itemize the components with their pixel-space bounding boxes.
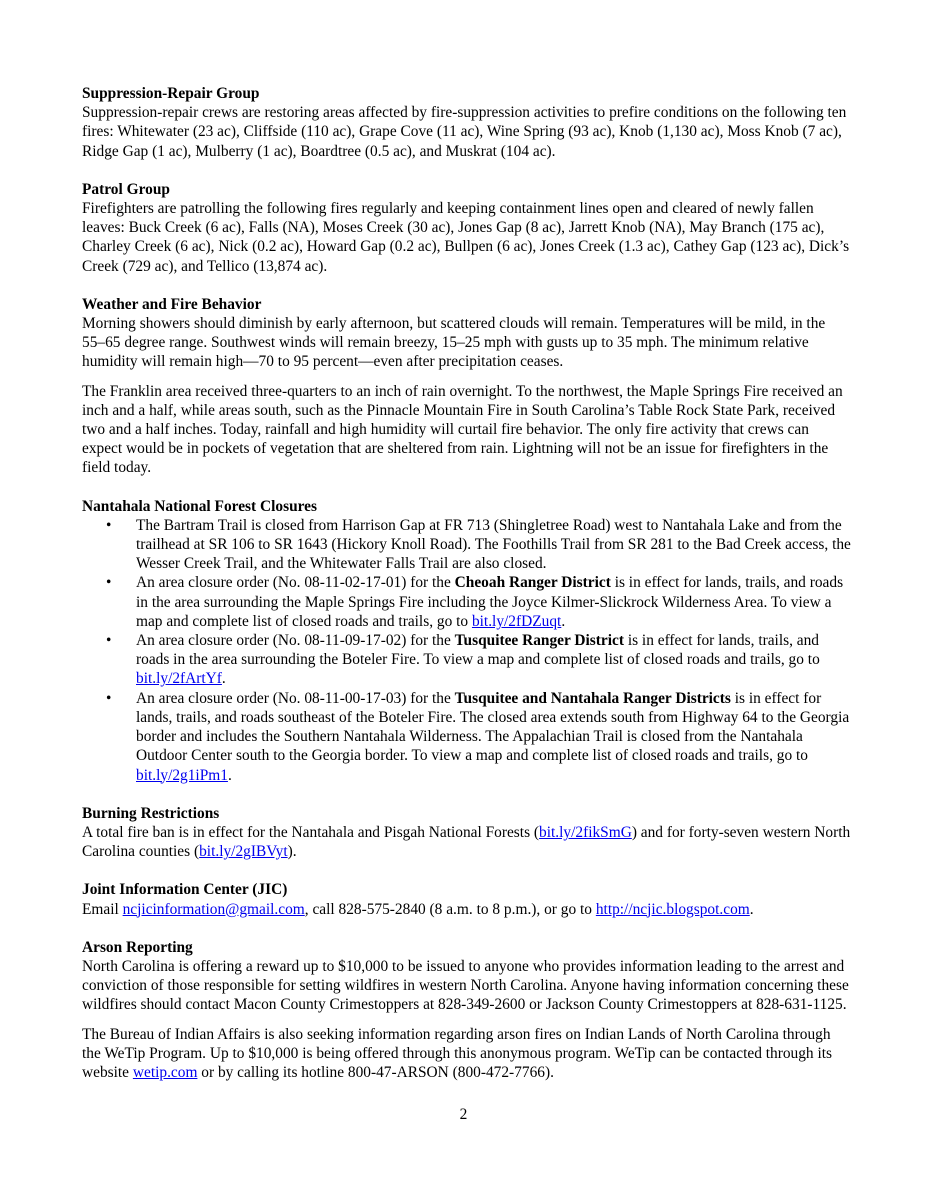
arson-text: The Bureau of Indian Affairs is also seeking information regarding arson fires on Indian Lands of North Carolina through the WeTip Program. Up to $10,000 is being offered through this anonymous program. WeTip can be contacted through its website [82, 1025, 833, 1081]
weather-paragraph-2: The Franklin area received three-quarters to an inch of rain overnight. To the northwest, the Maple Springs Fire received an inch and a half, while areas south, such as the Pinnacle Mountain Fire in South Carolina’s Table Rock State Park, received two and a half inches. Today, rainfall and high humidity will curtail fire behavior. The only fire activity that crews can expect would be in pockets of vegetation that are sheltered from rain. Lightning will not be an issue for firefighters in the field today. [82, 382, 843, 477]
arson-paragraph-2 [82, 1025, 852, 1083]
closures-list [82, 516, 852, 785]
closures-section [82, 497, 852, 785]
burning-body [82, 823, 852, 861]
weather-heading: Weather and Fire Behavior [82, 295, 262, 313]
suppression-repair-body: Suppression-repair crews are restoring areas affected by fire-suppression activities to prefire conditions on the following ten fires: Whitewater (23 ac), Cliffside (110 ac), Grape Cove (11 ac), Wine Spring (93 ac), Knob (1,130 ac), Moss Knob (7 ac), Ridge Gap (1 ac), Mulberry (1 ac), Boardtree (0.5 ac), and Muskrat (104 ac). [82, 104, 847, 160]
burning-text: ) and for forty-seven western North Carolina counties ( [82, 823, 851, 861]
closure-item-text: is in effect for lands, trails, and roads in the area surrounding the Maple Springs Fire including the Joyce Kilmer-Slickrock Wilderness Area. To view a map and complete list of closed roads and trails, go to [136, 574, 844, 630]
burning-section [82, 804, 852, 862]
arson-text: or by calling its hotline 800-47-ARSON (800-472-7766). [197, 1063, 554, 1081]
page-number: 2 [459, 1106, 468, 1123]
weather-paragraph-1: Morning showers should diminish by early afternoon, but scattered clouds will remain. Temperatures will be mild, in the 55–65 degree range. Southwest winds will remain breezy, 15–25 mph with gusts up to 35 mph. The minimum relative humidity will remain high—70 to 95 percent—even after precipitation ceases. [82, 315, 826, 371]
jic-section [82, 880, 852, 918]
closure-item-text: An area closure order (No. 08-11-00-17-03) for the [136, 689, 455, 707]
arson-section [82, 938, 852, 1082]
jic-text: , call 828-575-2840 (8 a.m. to 8 p.m.), or go to [304, 900, 596, 918]
burning-heading: Burning Restrictions [82, 804, 220, 822]
district-name: Tusquitee Ranger District [454, 632, 624, 650]
burning-link-forests[interactable]: bit.ly/2fikSmG [539, 823, 632, 841]
wetip-link[interactable]: wetip.com [132, 1063, 198, 1081]
arson-paragraph-1: North Carolina is offering a reward up to $10,000 to be issued to anyone who provides information leading to the arrest and conviction of those responsible for setting wildfires in western North Carolina. Anyone having information concerning these wildfires should contact Macon County Crimestoppers at 828-349-2600 or Jackson County Crimestoppers at 828-631-1125. [82, 957, 849, 1014]
closure-item-bartram [82, 516, 852, 574]
patrol-section [82, 180, 852, 276]
jic-email-link[interactable]: ncjicinformation@gmail.com [122, 900, 305, 918]
closure-item-text: An area closure order (No. 08-11-09-17-02) for the [136, 632, 455, 650]
closure-item-text: . [227, 766, 232, 784]
jic-heading: Joint Information Center (JIC) [82, 881, 288, 899]
weather-section [82, 295, 852, 478]
document-page [82, 84, 852, 1101]
closure-item-text: An area closure order (No. 08-11-02-17-01) for the [136, 574, 455, 592]
closure-link-tusquitee-nantahala[interactable]: bit.ly/2g1iPm1 [136, 766, 228, 784]
closure-item-tusquitee [82, 631, 852, 689]
patrol-body: Firefighters are patrolling the following fires regularly and keeping containment lines open and cleared of newly fallen leaves: Buck Creek (6 ac), Falls (NA), Moses Creek (30 ac), Jones Gap (8 ac), Jarrett Knob (NA), May Branch (175 ac), Charley Creek (6 ac), Nick (0.2 ac), Howard Gap (0.2 ac), Bullpen (6 ac), Jones Creek (1.3 ac), Cathey Gap (123 ac), Dick’s Creek (729 ac), and Tellico (13,874 ac). [82, 200, 850, 275]
closure-item-text: is in effect for lands, trails, and roads southeast of the Boteler Fire. The closed area extends south from Highway 64 to the Georgia border and includes the Southern Nantahala Wilderness. The Appalachian Trail is closed from the Nantahala Outdoor Center south to the Georgia border. To view a map and complete list of closed roads and trails, go to [136, 689, 850, 765]
district-name: Cheoah Ranger District [454, 574, 611, 592]
arson-heading: Arson Reporting [82, 938, 193, 956]
closure-item-cheoah [82, 573, 852, 631]
closure-link-tusquitee[interactable]: bit.ly/2fArtYf [136, 670, 222, 688]
district-name: Tusquitee and Nantahala Ranger Districts [454, 689, 731, 707]
burning-text: A total fire ban is in effect for the Nantahala and Pisgah National Forests ( [82, 823, 540, 841]
closure-item-text: . [221, 670, 226, 688]
jic-text: Email [82, 900, 123, 918]
suppression-repair-heading: Suppression-Repair Group [82, 85, 260, 102]
closure-link-cheoah[interactable]: bit.ly/2fDZuqt [471, 612, 562, 630]
jic-body [82, 900, 852, 919]
burning-text: ). [287, 843, 297, 861]
closure-item-tusquitee-nantahala [82, 689, 852, 785]
jic-text: . [749, 900, 754, 918]
closure-item-text: is in effect for lands, trails, and roads in the area surrounding the Boteler Fire. To view a map and complete list of closed roads and trails, go to [136, 632, 820, 669]
patrol-heading: Patrol Group [82, 180, 170, 198]
jic-blog-link[interactable]: http://ncjic.blogspot.com [595, 900, 750, 918]
closure-item-text: The Bartram Trail is closed from Harrison Gap at FR 713 (Shingletree Road) west to Nantahala Lake and from the trailhead at SR 106 to SR 1643 (Hickory Knoll Road). The Foothills Trail from SR 281 to the Bad Creek access, the Wesser Creek Trail, and the Whitewater Falls Trail are also closed. [136, 516, 851, 573]
closure-item-text: . [561, 612, 566, 630]
suppression-repair-section [82, 84, 852, 161]
burning-link-counties[interactable]: bit.ly/2gIBVyt [199, 843, 288, 861]
closures-heading: Nantahala National Forest Closures [82, 497, 317, 515]
